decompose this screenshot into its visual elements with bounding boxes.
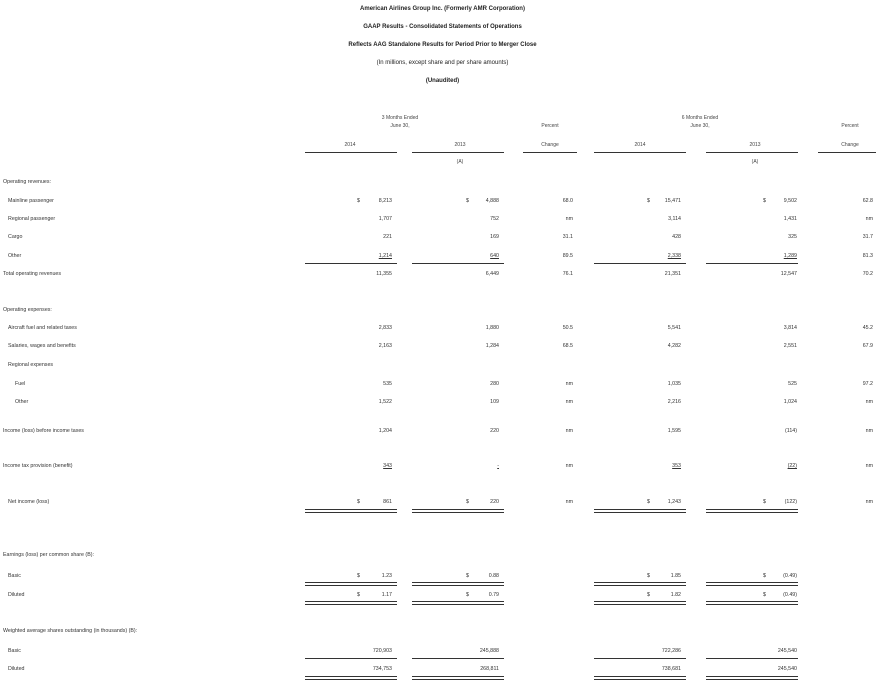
total-rule [305, 509, 397, 513]
row-label: Cargo [8, 234, 23, 240]
eps-rule [305, 601, 397, 605]
shares-rule [412, 658, 504, 659]
cell-q14: 1.23 [381, 573, 392, 579]
cell-h13: (0.49) [783, 592, 797, 598]
shares-rule [412, 676, 504, 680]
row-label: Other [15, 399, 29, 405]
percent-header-h: Percent [841, 123, 859, 129]
statement-subtitle: Reflects AAG Standalone Results for Period Prior to Merger Close [348, 42, 537, 48]
cell-h14: 722,286 [661, 648, 681, 654]
eps-rule [706, 582, 798, 586]
year-2013-h: 2013 [749, 142, 761, 148]
cell-qp: nm [565, 381, 573, 387]
change-header-q: Change [541, 142, 559, 148]
cell-q13: 280 [490, 381, 499, 387]
six-months-header: 6 Months Ended [681, 115, 719, 121]
cell-qp: nm [565, 428, 573, 434]
cell-qp: nm [565, 463, 573, 469]
shares-rule [594, 676, 686, 680]
subtotal-rule [305, 263, 397, 264]
col-rule [818, 152, 876, 153]
dollar-sign: $ [466, 592, 469, 598]
cell-h14: 428 [672, 234, 681, 240]
dollar-sign: $ [357, 573, 360, 579]
shares-rule [706, 676, 798, 680]
cell-q14: 11,355 [376, 271, 392, 277]
eps-rule [706, 601, 798, 605]
cell-q14: 2,833 [378, 325, 392, 331]
cell-qp: 68.5 [562, 343, 573, 349]
row-label: Total operating revenues [3, 271, 62, 277]
cell-qp: 76.1 [562, 271, 573, 277]
cell-hp: 31.7 [862, 234, 873, 240]
cell-hp: nm [865, 399, 873, 405]
col-rule [706, 152, 798, 153]
row-label: Income tax provision (benefit) [3, 463, 73, 469]
cell-h13: (122) [784, 499, 797, 505]
dollar-sign: $ [647, 573, 650, 579]
cell-h13: 1,024 [783, 399, 797, 405]
cell-hp: 62.8 [862, 198, 873, 204]
total-rule [594, 509, 686, 513]
dollar-sign: $ [763, 592, 766, 598]
col-rule [412, 152, 504, 153]
cell-h14: 21,351 [664, 271, 681, 277]
row-label: Diluted [8, 592, 25, 598]
cell-h14: 1,595 [667, 428, 681, 434]
cell-q13: 752 [490, 216, 499, 222]
dollar-sign: $ [647, 198, 650, 204]
units-note: (In millions, except share and per share amounts) [376, 60, 509, 66]
col-rule [305, 152, 397, 153]
cell-q13: 169 [490, 234, 499, 240]
cell-h13: 3,814 [783, 325, 797, 331]
cell-q14: 1,204 [378, 428, 392, 434]
col-rule [594, 152, 686, 153]
cell-h14: 353 [672, 463, 681, 469]
cell-q13: 4,888 [485, 198, 499, 204]
cell-q13: 0.88 [488, 573, 499, 579]
cell-h14: 1,035 [667, 381, 681, 387]
eps-rule [594, 582, 686, 586]
row-label: Income (loss) before income taxes [3, 428, 84, 434]
cell-q14: 1,707 [378, 216, 392, 222]
shares-rule [706, 658, 798, 659]
section-eps: Earnings (loss) per common share (B): [3, 552, 94, 558]
cell-qp: 68.0 [562, 198, 573, 204]
cell-q14: 535 [383, 381, 392, 387]
subtotal-rule [412, 263, 504, 264]
cell-q13: 1,284 [485, 343, 499, 349]
cell-qp: nm [565, 216, 573, 222]
row-label: Diluted [8, 666, 25, 672]
cell-hp: nm [865, 463, 873, 469]
cell-h14: 4,282 [667, 343, 681, 349]
cell-q14: 2,163 [378, 343, 392, 349]
three-months-date: June 30, [390, 123, 410, 129]
cell-hp: nm [865, 428, 873, 434]
cell-hp: nm [865, 499, 873, 505]
cell-h13: 1,431 [783, 216, 797, 222]
dollar-sign: $ [647, 499, 650, 505]
dollar-sign: $ [763, 573, 766, 579]
dollar-sign: $ [357, 592, 360, 598]
cell-h14: 738,681 [661, 666, 681, 672]
cell-q14: 1,522 [378, 399, 392, 405]
cell-qp: 50.5 [562, 325, 573, 331]
subtotal-rule [594, 263, 686, 264]
cell-q13: 640 [490, 253, 499, 259]
cell-hp: 70.2 [862, 271, 873, 277]
dollar-sign: $ [466, 198, 469, 204]
row-label: Mainline passenger [8, 198, 54, 204]
a-note-h: (A) [751, 159, 759, 165]
dollar-sign: $ [466, 499, 469, 505]
cell-q14: 720,903 [372, 648, 392, 654]
cell-h13: 9,502 [783, 198, 797, 204]
cell-q13: 268,811 [480, 666, 499, 672]
cell-q14: 861 [383, 499, 392, 505]
cell-q14: 1.17 [381, 592, 392, 598]
six-months-date: June 30, [690, 123, 710, 129]
cell-h14: 1,243 [667, 499, 681, 505]
cell-q14: 221 [383, 234, 392, 240]
dollar-sign: $ [357, 198, 360, 204]
cell-h13: 12,547 [780, 271, 797, 277]
row-label: Salaries, wages and benefits [8, 343, 76, 349]
cell-h14: 1.85 [670, 573, 681, 579]
cell-hp: 81.3 [862, 253, 873, 259]
eps-rule [412, 582, 504, 586]
year-2014-h: 2014 [634, 142, 646, 148]
cell-q14: 8,213 [378, 198, 392, 204]
cell-q13: - [497, 463, 499, 469]
cell-h14: 5,541 [667, 325, 681, 331]
three-months-header: 3 Months Ended [381, 115, 419, 121]
cell-h14: 15,471 [664, 198, 681, 204]
dollar-sign: $ [763, 499, 766, 505]
change-header-h: Change [841, 142, 859, 148]
cell-hp: 97.2 [862, 381, 873, 387]
cell-h14: 1.82 [670, 592, 681, 598]
cell-h13: 1,289 [783, 253, 797, 259]
dollar-sign: $ [357, 499, 360, 505]
row-label: Regional passenger [8, 216, 56, 222]
shares-rule [305, 676, 397, 680]
company-name: American Airlines Group Inc. (Formerly AMR Corporation) [360, 6, 525, 12]
cell-h14: 2,338 [667, 253, 681, 259]
cell-q14: 734,753 [372, 666, 392, 672]
cell-qp: 31.1 [562, 234, 573, 240]
cell-h13: 525 [788, 381, 797, 387]
cell-q13: 1,880 [485, 325, 499, 331]
percent-header-q: Percent [541, 123, 559, 129]
cell-h13: (22) [787, 463, 797, 469]
statement-title: GAAP Results - Consolidated Statements of Operations [363, 24, 522, 30]
cell-hp: nm [865, 216, 873, 222]
eps-rule [412, 601, 504, 605]
cell-q13: 220 [490, 428, 499, 434]
cell-hp: 45.2 [862, 325, 873, 331]
cell-q13: 109 [490, 399, 499, 405]
cell-h13: (114) [785, 428, 797, 434]
row-label: Basic [8, 573, 21, 579]
eps-rule [305, 582, 397, 586]
shares-rule [305, 658, 397, 659]
cell-hp: 67.9 [862, 343, 873, 349]
row-label: Basic [8, 648, 21, 654]
cell-q14: 1,214 [378, 253, 392, 259]
year-2014-q: 2014 [344, 142, 356, 148]
dollar-sign: $ [763, 198, 766, 204]
section-regional-expenses: Regional expenses [8, 362, 54, 368]
total-rule [706, 509, 798, 513]
cell-h13: 2,551 [783, 343, 797, 349]
cell-h14: 2,216 [667, 399, 681, 405]
row-label: Net income (loss) [8, 499, 50, 505]
cell-q13: 0.79 [488, 592, 499, 598]
row-label: Fuel [15, 381, 26, 387]
eps-rule [594, 601, 686, 605]
cell-h13: (0.49) [783, 573, 797, 579]
row-label: Aircraft fuel and related taxes [8, 325, 77, 331]
dollar-sign: $ [647, 592, 650, 598]
cell-h13: 325 [788, 234, 797, 240]
total-rule [412, 509, 504, 513]
row-label: Other [8, 253, 22, 259]
cell-h13: 245,540 [777, 666, 797, 672]
subtotal-rule [706, 263, 798, 264]
dollar-sign: $ [466, 573, 469, 579]
cell-q14: 343 [383, 463, 392, 469]
cell-q13: 6,449 [485, 271, 499, 277]
section-operating-revenues: Operating revenues: [3, 179, 51, 185]
cell-q13: 220 [490, 499, 499, 505]
a-note-q: (A) [456, 159, 464, 165]
unaudited-note: (Unaudited) [425, 78, 460, 84]
cell-h14: 3,114 [668, 216, 681, 222]
cell-qp: 89.5 [562, 253, 573, 259]
cell-qp: nm [565, 399, 573, 405]
section-shares: Weighted average shares outstanding (in thousands) (B): [3, 628, 138, 634]
cell-qp: nm [565, 499, 573, 505]
section-operating-expenses: Operating expenses: [3, 307, 52, 313]
cell-h13: 245,540 [777, 648, 797, 654]
col-rule [523, 152, 577, 153]
shares-rule [594, 658, 686, 659]
year-2013-q: 2013 [454, 142, 466, 148]
cell-q13: 245,888 [479, 648, 499, 654]
